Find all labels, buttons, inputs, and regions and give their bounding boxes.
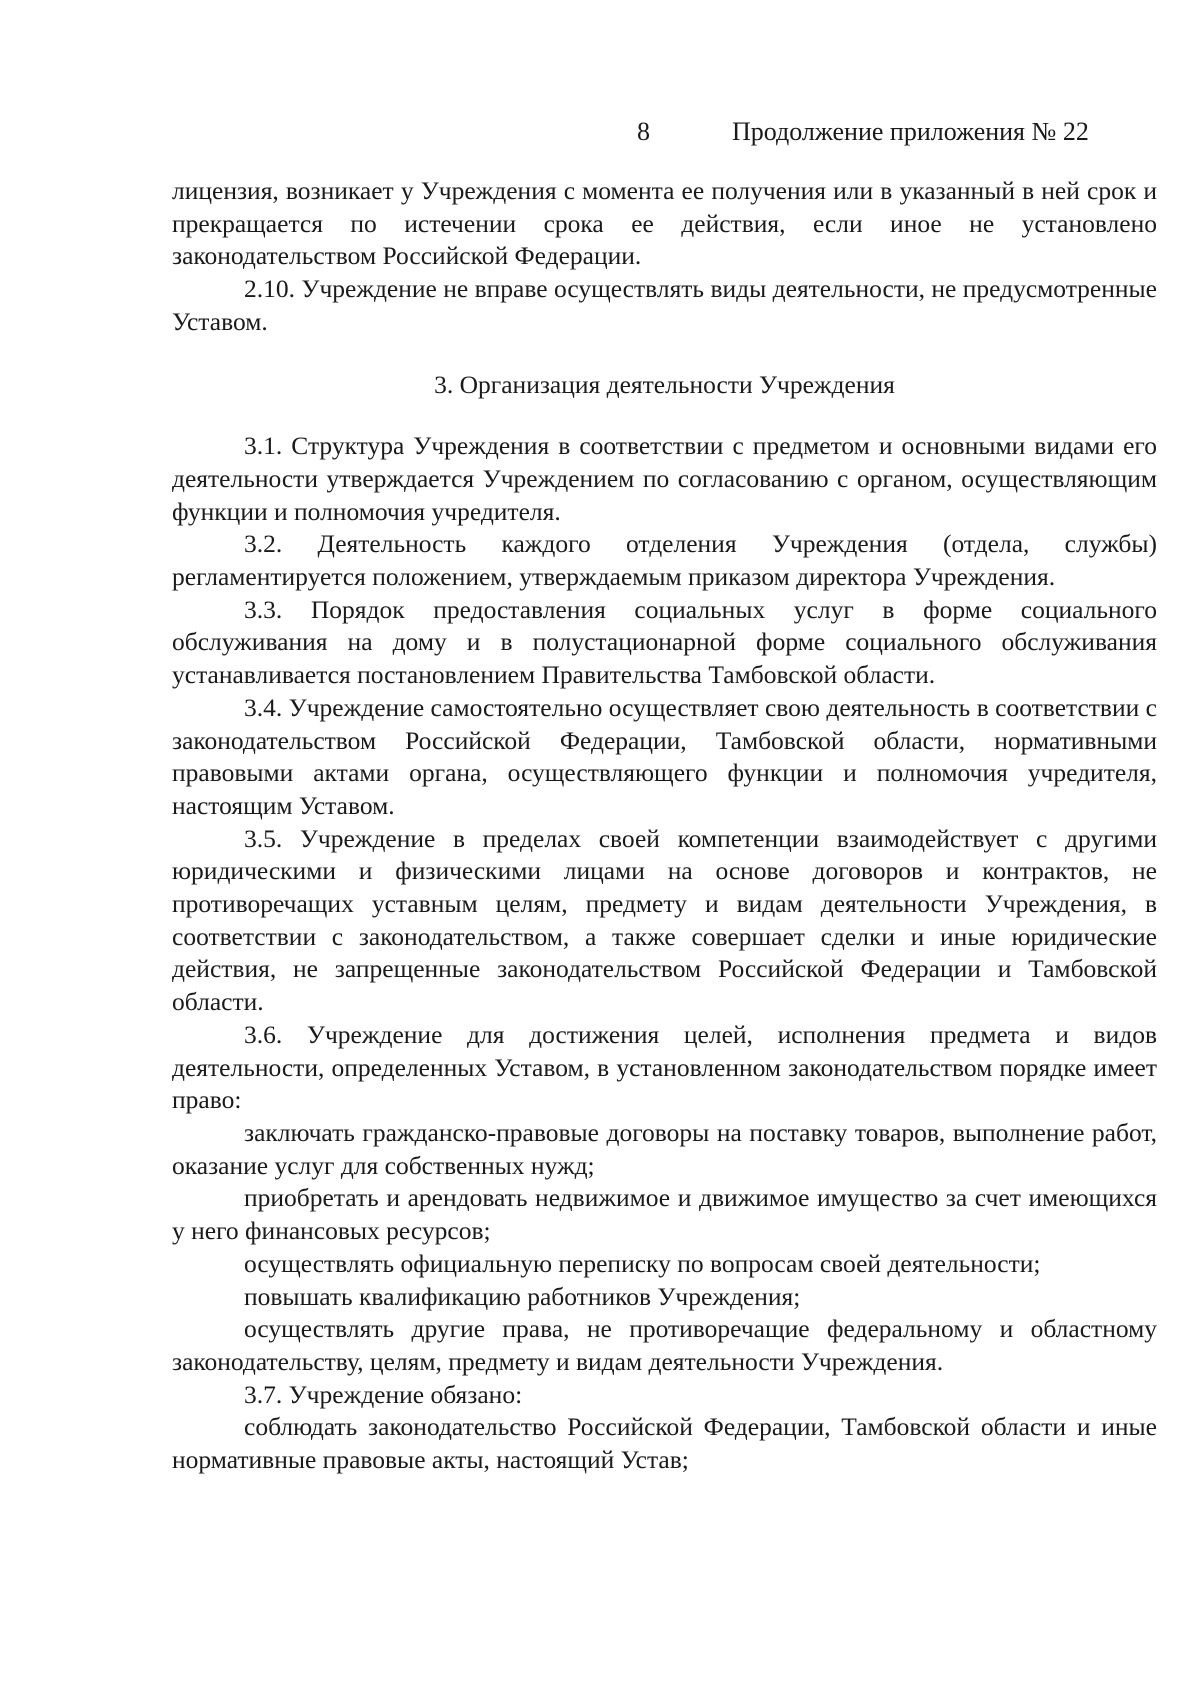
paragraph-license-continuation: лицензия, возникает у Учреждения с момента ее получения или в указанный в ней срок и прекращается по истечении срока ее действия, если иное не установлено законодательством Российской Федерации. — [172, 176, 1157, 271]
list-item-rights: осуществлять официальную переписку по вопросам своей деятельности; — [244, 1248, 1041, 1278]
paragraph-3-6: 3.6. Учреждение для достижения целей, исполнения предмета и видов деятельности, определенных Уставом, в установленном законодательством порядке имеет право: — [172, 1019, 1157, 1115]
page-number: 8 — [637, 117, 650, 146]
list-item-rights: осуществлять другие права, не противоречащие федеральному и областному законодательству, целям, предмету и видам деятельности Учреждения. — [172, 1314, 1157, 1376]
list-item-rights: заключать гражданско-правовые договоры на поставку товаров, выполнение работ, оказание услуг для собственных нужд; — [172, 1117, 1157, 1180]
document-body — [172, 175, 1157, 1477]
paragraph-3-4: 3.4. Учреждение самостоятельно осуществляет свою деятельность в соответствии с законодательством Российской Федерации, Тамбовской области, нормативными правовыми актами органа, осуществляющего функции и полномочия учредителя, настоящим Уставом. — [172, 692, 1157, 820]
paragraph-3-5: 3.5. Учреждение в пределах своей компетенции взаимодействует с другими юридическими и физическими лицами на основе договоров и контрактов, не противоречащих уставным целям, предмету и видам деятельности Учреждения, в соответствии с законодательством, а также совершает сделки и иные юридические действия, не запрещенные законодательством Российской Федерации и Тамбовской области. — [172, 823, 1157, 1017]
paragraph-3-7: 3.7. Учреждение обязано: — [244, 1379, 523, 1409]
appendix-continuation-title: Продолжение приложения № 22 — [732, 117, 1089, 146]
list-item-rights: приобретать и арендовать недвижимое и движимое имущество за счет имеющихся у него финансовых ресурсов; — [172, 1183, 1157, 1246]
paragraph-2-10: 2.10. Учреждение не вправе осуществлять виды деятельности, не предусмотренные Уставом. — [172, 274, 1157, 336]
page-header — [0, 112, 1200, 152]
section-title: 3. Организация деятельности Учреждения — [434, 369, 895, 399]
list-item-rights: повышать квалификацию работников Учреждения; — [244, 1281, 801, 1311]
list-item-obligations: соблюдать законодательство Российской Федерации, Тамбовской области и иные нормативные правовые акты, настоящий Устав; — [172, 1412, 1157, 1475]
paragraph-3-3: 3.3. Порядок предоставления социальных услуг в форме социального обслуживания на дому и в полустационарной форме социального обслуживания устанавливается постановлением Правительства Тамбовской области. — [172, 594, 1157, 690]
paragraph-3-1: 3.1. Структура Учреждения в соответствии с предметом и основными видами его деятельности утверждается Учреждением по согласованию с органом, осуществляющим функции и полномочия учредителя. — [172, 431, 1157, 526]
paragraph-3-2: 3.2. Деятельность каждого отделения Учреждения (отдела, службы) регламентируется положением, утверждаемым приказом директора Учреждения. — [172, 529, 1157, 592]
